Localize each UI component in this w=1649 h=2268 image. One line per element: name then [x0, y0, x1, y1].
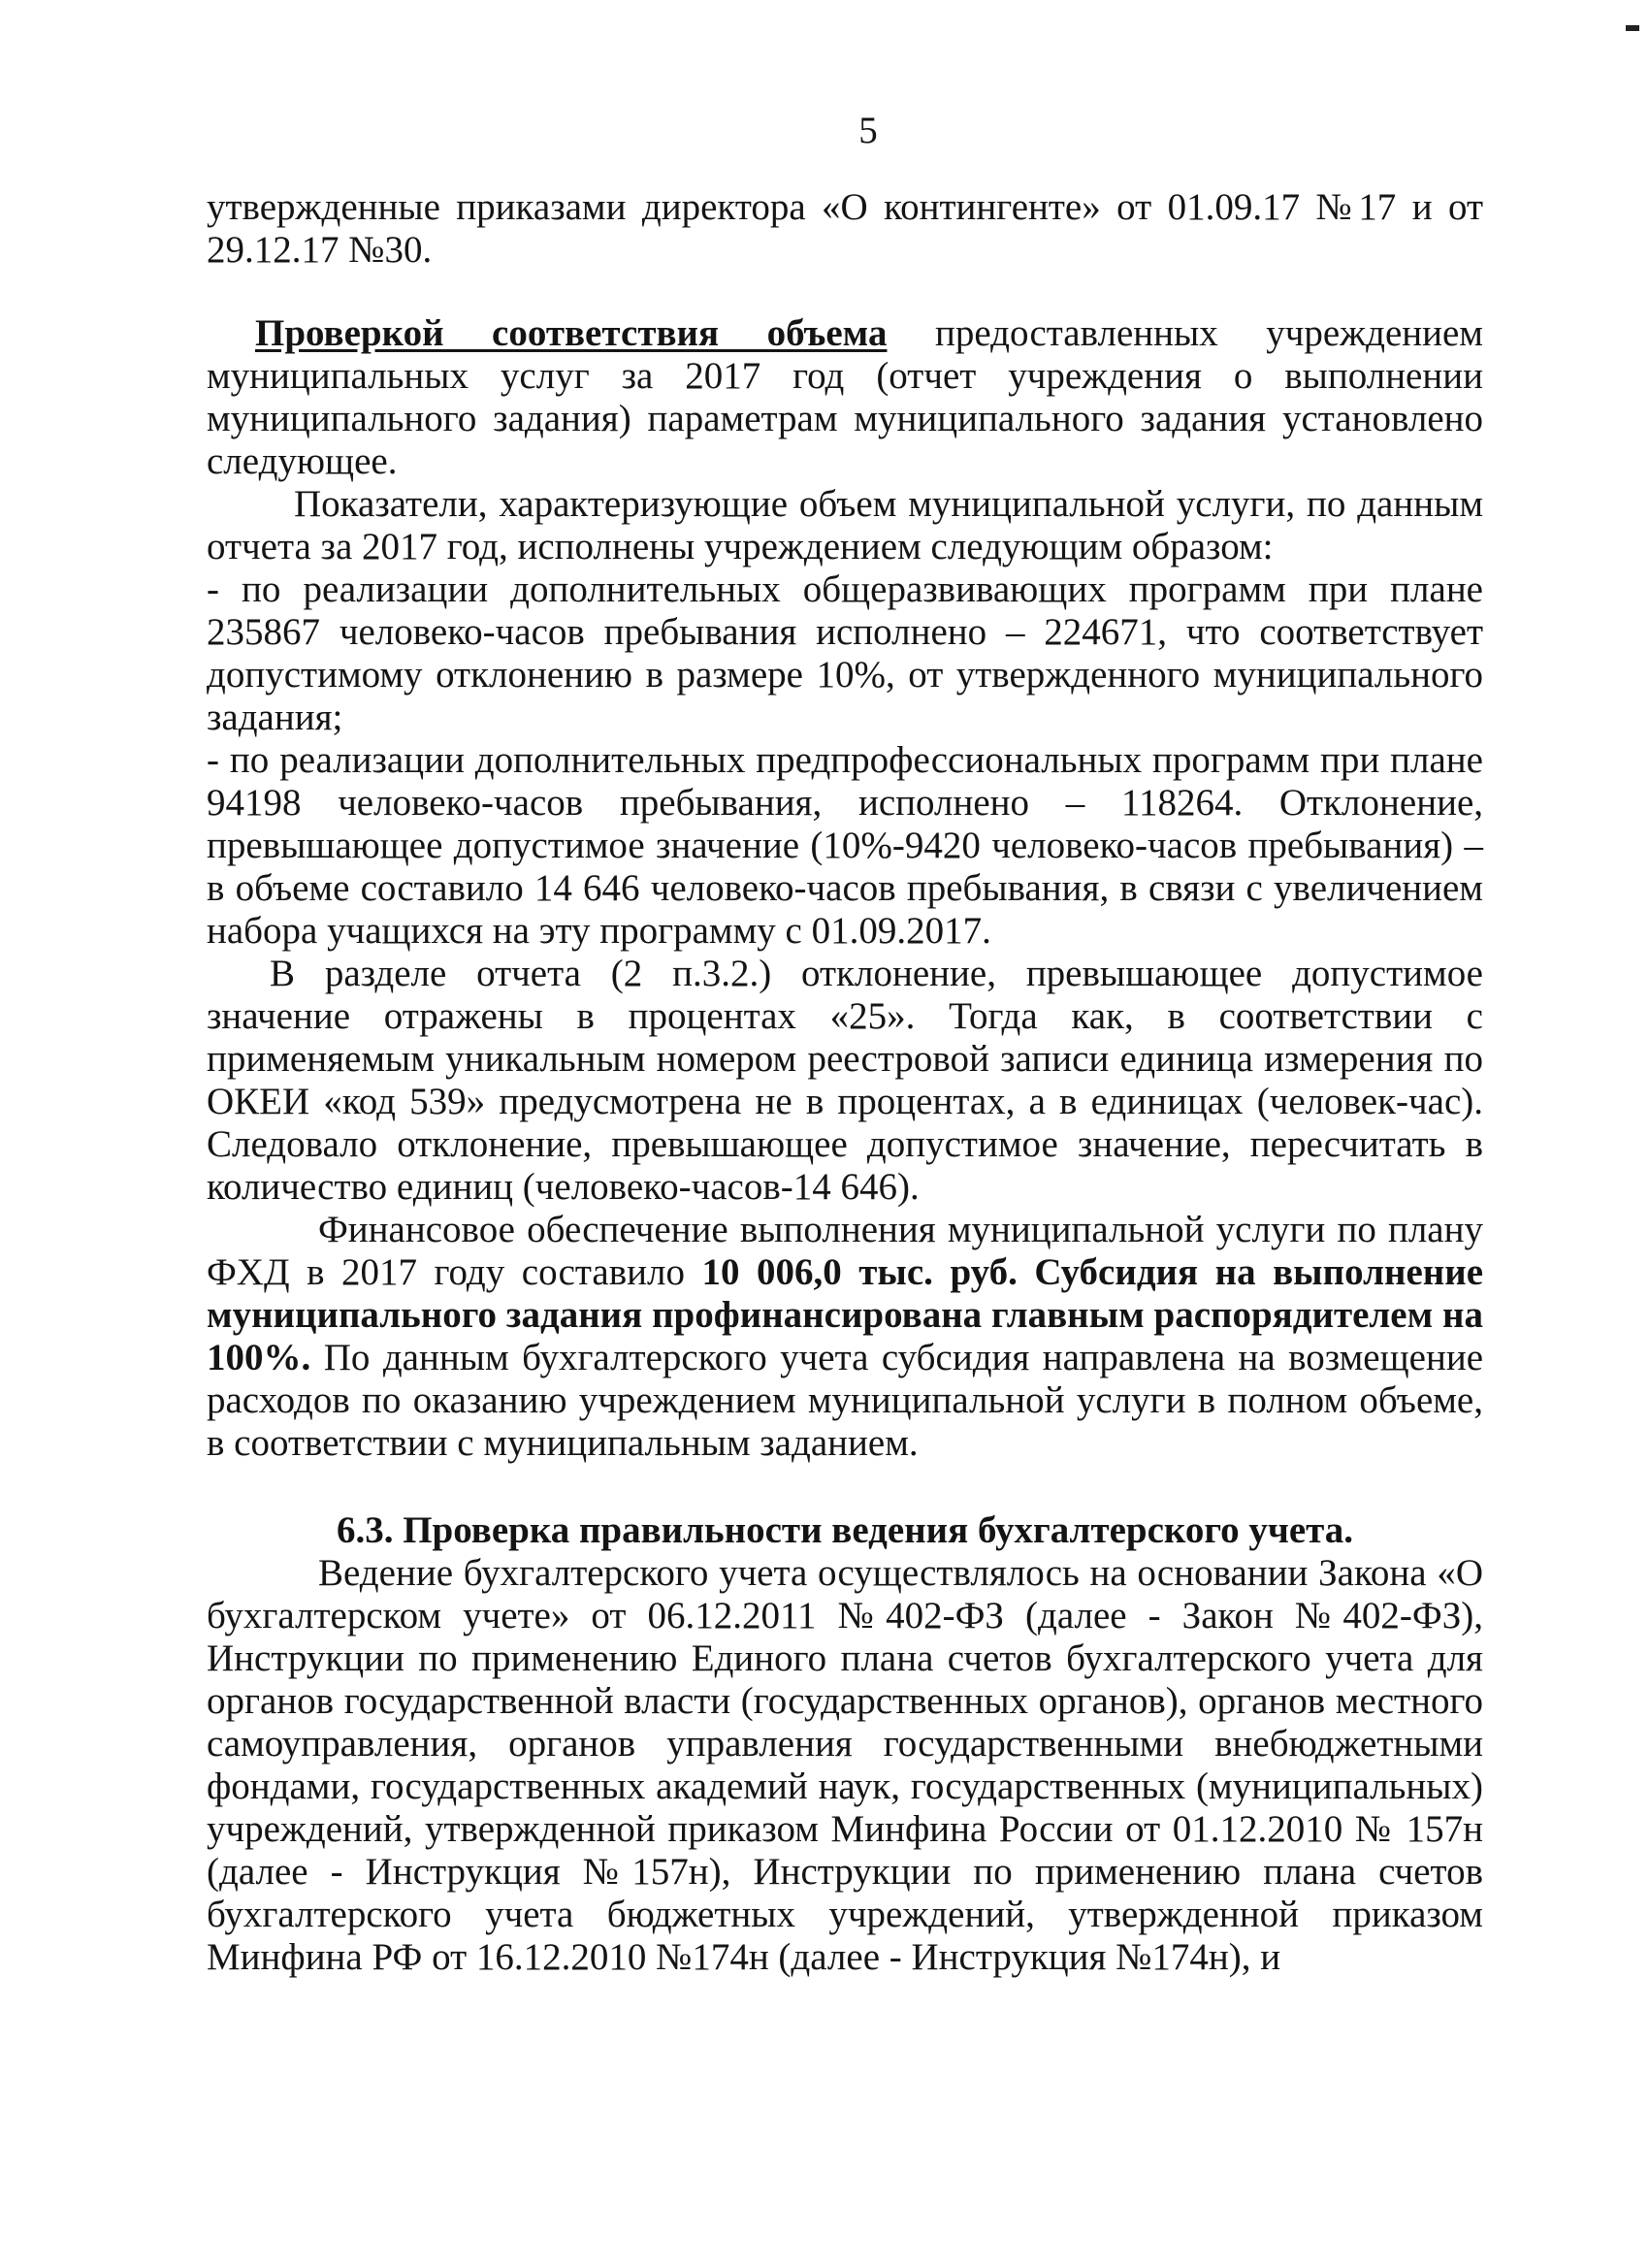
paragraph-report-section: В разделе отчета (2 п.3.2.) отклонение, превышающее допустимое значение отражены в процентах «25». Тогда как, в соответствии с применяемым уникальным номером реестровой записи единица измерения по ОКЕИ «код 539» предусмотрена не в процентах, а в единицах (человек-час). Следовало отклонение, превышающее допустимое значение, пересчитать в количество единиц (человеко-часов-14 646). — [207, 953, 1483, 1208]
paragraph-volume-check-text: предоставленных учреждением муниципальных услуг за 2017 год (отчет учреждения о выполнении муниципального задания) параметрам муниципального задания установлено следующее. — [207, 312, 1483, 482]
paragraph-volume-check-lead: Проверкой соответствия объема — [255, 312, 888, 354]
paragraph-preprofessional-programs: - по реализации дополнительных предпрофессиональных программ при плане 94198 человеко-часов пребывания, исполнено – 118264. Отклонение, превышающее допустимое значение (10%-9420 человеко-часов пребывания) – в объеме составило 14 646 человеко-часов пребывания, в связи с увеличением набора учащихся на эту программу с 01.09.2017. — [207, 739, 1483, 952]
paragraph-general-programs: - по реализации дополнительных общеразвивающих программ при плане 235867 человеко-часов пребывания исполнено – 224671, что соответствует допустимому отклонению в размере 10%, от утвержденного муниципального задания; — [207, 568, 1483, 738]
paragraph-contingent-orders: утвержденные приказами директора «О контингенте» от 01.09.17 №17 и от 29.12.17 №30. — [207, 186, 1483, 271]
page-number: 5 — [858, 110, 878, 151]
document-body — [207, 186, 1483, 1979]
section-title: 6.3. Проверка правильности ведения бухгалтерского учета. — [336, 1509, 1354, 1551]
scan-artifact — [1626, 25, 1639, 31]
paragraph-financing-intro: Финансовое обеспечение выполнения муниципальной услуги по плану ФХД в 2017 году составило — [207, 1209, 1483, 1293]
paragraph-financing — [207, 1209, 1483, 1465]
paragraph-accounting: Ведение бухгалтерского учета осуществлялось на основании Закона «О бухгалтерском учете» от 06.12.2011 №402-ФЗ (далее - Закон №402-ФЗ), Инструкции по применению Единого плана счетов бухгалтерского учета для органов государственной власти (государственных органов), органов местного самоуправления, органов управления государственными внебюджетными фондами, государственных академий наук, государственных (муниципальных) учреждений, утвержденной приказом Минфина России от 01.12.2010 № 157н (далее - Инструкция №157н), Инструкции по применению плана счетов бухгалтерского учета бюджетных учреждений, утвержденной приказом Минфина РФ от 16.12.2010 №174н (далее - Инструкция №174н), и — [207, 1552, 1483, 1978]
paragraph-financing-tail: По данным бухгалтерского учета субсидия направлена на возмещение расходов по оказанию учреждением муниципальной услуги в полном объеме, в соответствии с муниципальным заданием. — [207, 1337, 1483, 1464]
paragraph-volume-check — [207, 312, 1483, 483]
paragraph-indicators: Показатели, характеризующие объем муниципальной услуги, по данным отчета за 2017 год, исполнены учреждением следующим образом: — [207, 483, 1483, 567]
paragraph-financing-bold: 10 006,0 тыс. руб. Субсидия на выполнение муниципального задания профинансирована главным распорядителем на 100%. — [207, 1251, 1483, 1378]
